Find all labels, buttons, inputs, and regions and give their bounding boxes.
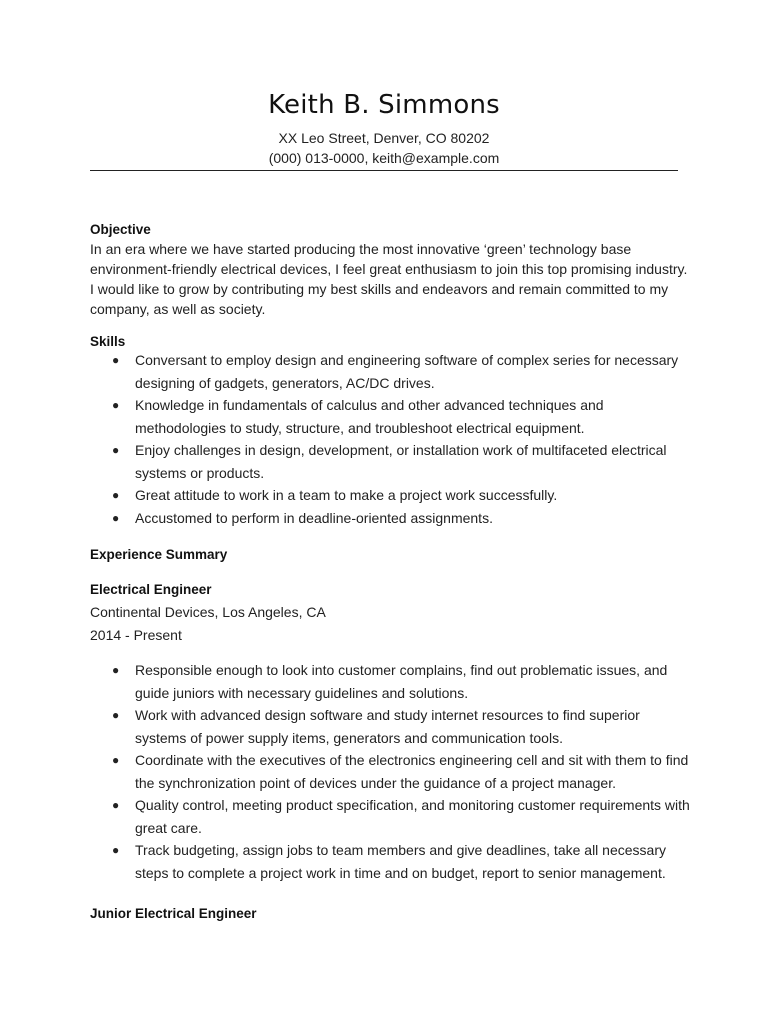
list-item — [90, 394, 690, 439]
job-title: Junior Electrical Engineer — [90, 906, 257, 921]
bullet-icon: ● — [112, 708, 120, 722]
bullet-icon: ● — [112, 398, 120, 412]
skills-heading: Skills — [90, 334, 126, 349]
duty-text: Responsible enough to look into customer complains, find out problematic issues, and guide juniors with necessary guidelines and solutions. — [135, 662, 668, 701]
duty-text: Track budgeting, assign jobs to team members and give deadlines, take all necessary steps to complete a project work in time and on budget, report to senior management. — [135, 842, 666, 881]
list-item — [90, 749, 690, 794]
bullet-icon: ● — [112, 663, 120, 677]
experience-heading: Experience Summary — [90, 547, 228, 562]
job-duties-list — [90, 659, 690, 884]
job-company: Continental Devices, Los Angeles, CA — [90, 604, 326, 620]
objective-heading: Objective — [90, 222, 151, 237]
list-item — [90, 507, 690, 530]
bullet-icon: ● — [112, 443, 120, 457]
address-line: XX Leo Street, Denver, CO 80202 — [278, 130, 490, 146]
skill-text: Knowledge in fundamentals of calculus and other advanced techniques and methodologies to study, structure, and troubleshoot electrical equipment. — [135, 397, 604, 436]
duty-text: Coordinate with the executives of the electronics engineering cell and sit with them to find the synchronization point of devices under the guidance of a project manager. — [135, 752, 689, 791]
bullet-icon: ● — [112, 488, 120, 502]
skill-text: Great attitude to work in a team to make a project work successfully. — [135, 487, 558, 503]
skill-text: Enjoy challenges in design, development, or installation work of multifaceted electrical systems or products. — [135, 442, 667, 481]
list-item — [90, 704, 690, 749]
job-dates: 2014 - Present — [90, 627, 182, 643]
duty-text: Quality control, meeting product specification, and monitoring customer requirements with great care. — [135, 797, 690, 836]
duty-text: Work with advanced design software and study internet resources to find superior systems of power supply items, generators and communication tools. — [135, 707, 640, 746]
bullet-icon: ● — [112, 353, 120, 367]
objective-text: In an era where we have started producing the most innovative ‘green’ technology base environment-friendly electrical devices, I feel great enthusiasm to join this top promising industry. I would like to grow by contributing my best skills and endeavors and remain committed to my company, as well as society. — [90, 241, 688, 317]
job-title: Electrical Engineer — [90, 582, 212, 597]
header-divider — [90, 170, 678, 171]
bullet-icon: ● — [112, 510, 120, 525]
list-item — [90, 349, 690, 394]
contact-line: (000) 013-0000, keith@example.com — [268, 150, 500, 166]
list-item — [90, 794, 690, 839]
list-item — [90, 439, 690, 484]
skill-text: Conversant to employ design and engineering software of complex series for necessary designing of gadgets, generators, AC/DC drives. — [135, 352, 679, 391]
list-item — [90, 659, 690, 704]
list-item — [90, 484, 690, 507]
bullet-icon: ● — [112, 843, 120, 857]
list-item — [90, 839, 690, 884]
skills-list — [90, 349, 690, 529]
bullet-icon: ● — [112, 798, 120, 812]
bullet-icon: ● — [112, 753, 120, 767]
candidate-name: Keith B. Simmons — [268, 90, 500, 120]
skill-text: Accustomed to perform in deadline-oriented assignments. — [135, 509, 493, 526]
